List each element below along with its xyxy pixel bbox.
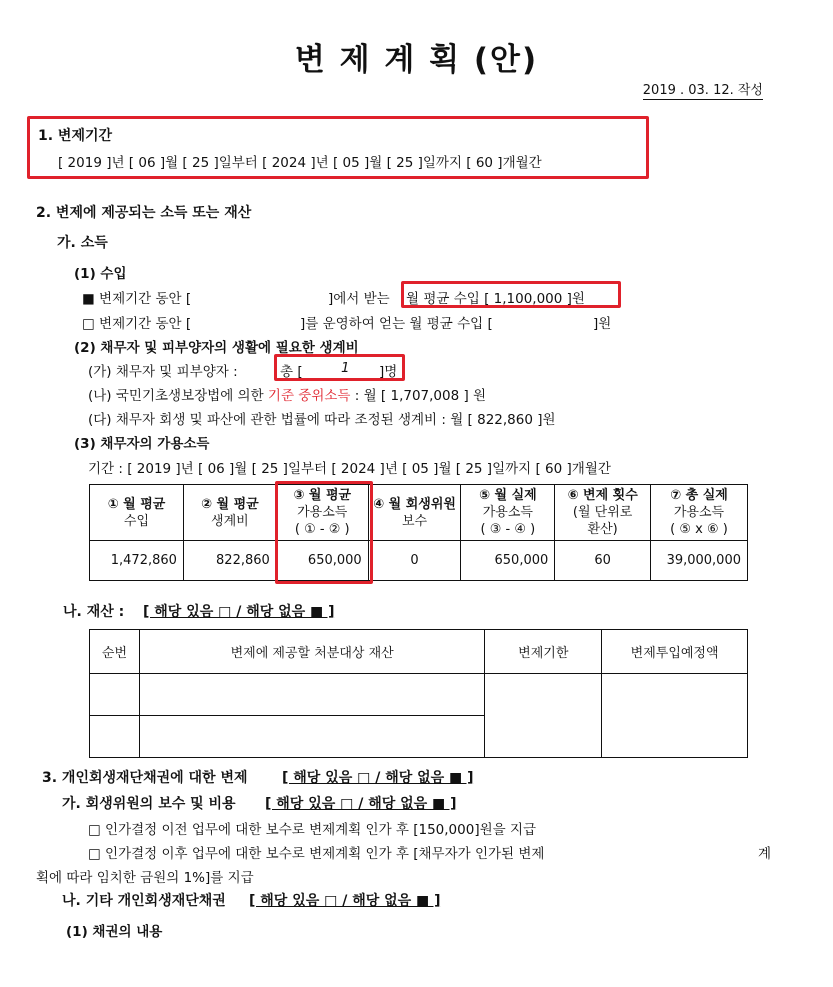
table-header-cell bbox=[461, 485, 555, 541]
table-cell: 60 bbox=[555, 541, 651, 581]
table-header-text: ④ 월 회생위원 bbox=[373, 496, 456, 512]
assets-header-deadline: 변제기한 bbox=[485, 630, 602, 674]
income-line1-mid: ]에서 받는 bbox=[328, 291, 390, 307]
table-row bbox=[90, 541, 748, 581]
assets-cell bbox=[602, 674, 748, 758]
dependents-label: (가) 채무자 및 피부양자 : bbox=[88, 364, 238, 380]
assets-cell bbox=[485, 674, 602, 758]
table-header-text: ① 월 평균 bbox=[107, 496, 166, 512]
living-cost-heading: (2) 채무자 및 피부양자의 생활에 필요한 생계비 bbox=[74, 340, 359, 356]
section1-heading: 1. 변제기간 bbox=[38, 128, 113, 144]
adjusted-living-cost: (다) 채무자 회생 및 파산에 관한 법률에 따라 조정된 생계비 : 월 [ 822,860 ]원 bbox=[88, 412, 556, 428]
table-header-text: 환산) bbox=[587, 522, 618, 537]
median-income-term: 기준 중위소득 bbox=[267, 388, 351, 404]
median-income-prefix: (나) 국민기초생보장법에 의한 bbox=[88, 388, 264, 404]
trustee-fee-item2-cont: 획에 따라 임치한 금원의 1%]를 지급 bbox=[36, 870, 254, 886]
table-header-cell bbox=[368, 485, 461, 541]
table-header-text: ③ 월 평균 bbox=[293, 488, 352, 503]
assets-cell bbox=[139, 716, 484, 758]
dependents-box-prefix: 총 [ bbox=[280, 364, 303, 380]
median-income-line bbox=[88, 384, 486, 404]
disposable-income-period: 기간 : [ 2019 ]년 [ 06 ]월 [ 25 ]일부터 [ 2024 ]년 [ 05 ]월 [ 25 ]일까지 [ 60 ]개월간 bbox=[88, 461, 611, 477]
income-heading: (1) 수입 bbox=[74, 266, 127, 282]
table-header-text: 가용소득 bbox=[297, 505, 348, 520]
income-line1-prefix: ■ 변제기간 동안 [ bbox=[82, 291, 192, 307]
assets-choice: [ 해당 있음 □ / 해당 없음 ■ ] bbox=[143, 604, 335, 620]
table-header-text: 가용소득 bbox=[673, 505, 725, 520]
monthly-income: 월 평균 수입 [ 1,100,000 ]원 bbox=[406, 291, 585, 307]
table-header-text: 생계비 bbox=[211, 513, 249, 529]
table-header-text: ⑦ 총 실제 bbox=[670, 488, 728, 503]
table-header-cell bbox=[555, 485, 651, 541]
table-header-cell bbox=[651, 485, 748, 541]
dependents-count: 1 bbox=[341, 360, 350, 376]
assets-cell bbox=[90, 716, 140, 758]
assets-header-no: 순번 bbox=[90, 630, 140, 674]
table-cell: 39,000,000 bbox=[651, 541, 748, 581]
trustee-fee-label: 가. 회생위원의 보수 및 비용 bbox=[62, 796, 236, 812]
table-header-cell bbox=[183, 485, 276, 541]
trustee-fee-item2: □ 인가결정 이후 업무에 대한 보수로 변제계획 인가 후 [채무자가 인가된 변제 bbox=[88, 846, 545, 862]
table-header-row bbox=[90, 485, 748, 541]
assets-cell bbox=[139, 674, 484, 716]
assets-table bbox=[89, 629, 748, 758]
table-header-text: ② 월 평균 bbox=[200, 496, 259, 512]
table-cell: 822,860 bbox=[183, 541, 276, 581]
table-header-text: (월 단위로 bbox=[572, 505, 633, 520]
repayment-period: [ 2019 ]년 [ 06 ]월 [ 25 ]일부터 [ 2024 ]년 [ 05 ]월 [ 25 ]일까지 [ 60 ]개월간 bbox=[58, 155, 542, 171]
table-header-text: 보수 bbox=[401, 513, 428, 529]
income-line2-prefix: □ 변제기간 동안 [ bbox=[82, 316, 192, 332]
table-header-text: ( ① - ② ) bbox=[294, 522, 350, 537]
table-cell: 650,000 bbox=[276, 541, 368, 581]
assets-header-amount: 변제투입예정액 bbox=[602, 630, 748, 674]
dependents-box-suffix: ]명 bbox=[379, 364, 398, 380]
section2-heading: 2. 변제에 제공되는 소득 또는 재산 bbox=[36, 205, 252, 221]
section3-heading: 3. 개인회생재단채권에 대한 변제 bbox=[42, 770, 248, 786]
document-title: 변 제 계 획 (안) bbox=[294, 42, 539, 78]
assets-cell bbox=[90, 674, 140, 716]
table-cell: 1,472,860 bbox=[90, 541, 184, 581]
table-header-cell bbox=[90, 485, 184, 541]
table-cell: 650,000 bbox=[461, 541, 555, 581]
assets-header-property: 변제에 제공할 처분대상 재산 bbox=[139, 630, 484, 674]
table-header-text: ⑥ 변제 횟수 bbox=[567, 488, 638, 503]
table-header-text: ( ③ - ④ ) bbox=[480, 522, 536, 537]
assets-label: 나. 재산 : bbox=[63, 604, 125, 620]
other-claims-label: 나. 기타 개인회생재단채권 bbox=[62, 893, 226, 909]
table-cell: 0 bbox=[368, 541, 461, 581]
document-date: 2019 . 03. 12. 작성 bbox=[643, 79, 763, 100]
table-header-text: ( ⑤ x ⑥ ) bbox=[670, 522, 728, 537]
table-header-text: 수입 bbox=[123, 513, 150, 529]
section3-choice: [ 해당 있음 □ / 해당 없음 ■ ] bbox=[282, 770, 474, 786]
median-income-value: : 월 [ 1,707,008 ] 원 bbox=[354, 388, 487, 404]
highlight-box-disposable-income bbox=[275, 481, 373, 584]
other-claims-choice: [ 해당 있음 □ / 해당 없음 ■ ] bbox=[249, 893, 441, 909]
trustee-fee-item1: □ 인가결정 이전 업무에 대한 보수로 변제계획 인가 후 [150,000]원을 지급 bbox=[88, 822, 537, 838]
table-header-text: ⑤ 월 실제 bbox=[478, 488, 537, 503]
trustee-fee-choice: [ 해당 있음 □ / 해당 없음 ■ ] bbox=[265, 796, 457, 812]
income-line2-mid: ]를 운영하여 얻는 월 평균 수입 [ bbox=[300, 316, 493, 332]
claims-content-heading: (1) 채권의 내용 bbox=[66, 924, 163, 940]
disposable-income-heading: (3) 채무자의 가용소득 bbox=[74, 436, 210, 452]
income-line2-suffix: ]원 bbox=[593, 316, 612, 332]
disposable-income-table bbox=[89, 484, 748, 581]
income-subheading: 가. 소득 bbox=[57, 235, 108, 251]
table-header-text: 가용소득 bbox=[482, 505, 533, 520]
trustee-fee-item2-end: 계 bbox=[758, 846, 772, 862]
